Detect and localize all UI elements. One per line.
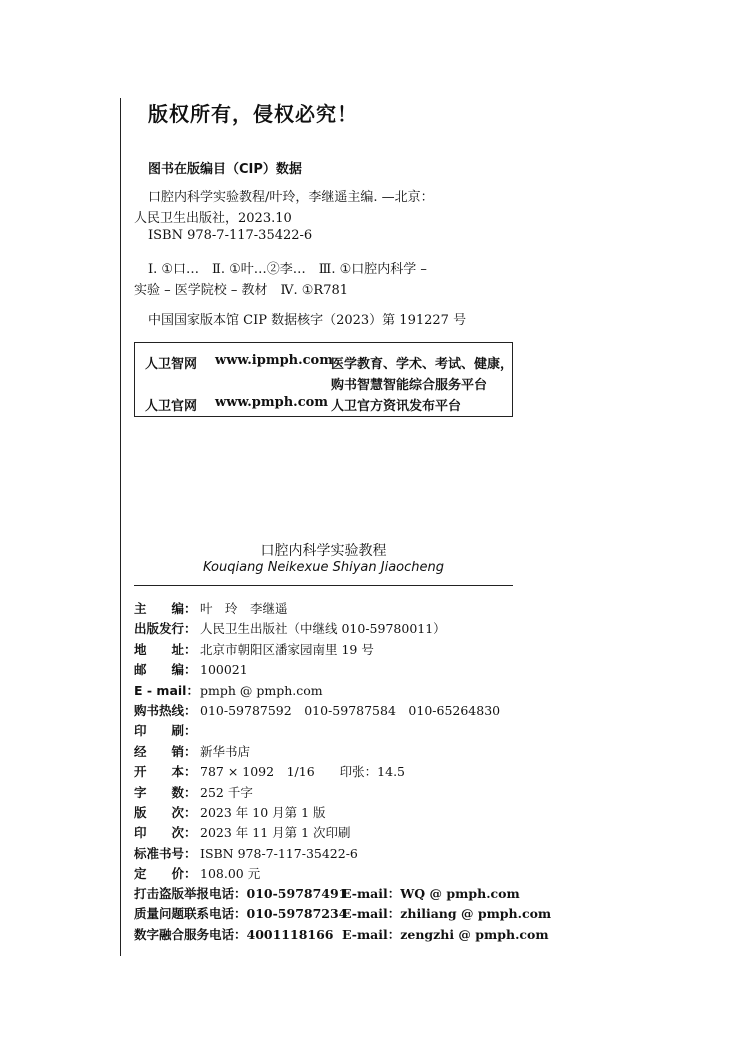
website-url[interactable]: www.pmph.com: [215, 395, 329, 410]
info-value: pmph @ pmph.com: [200, 682, 323, 698]
contact-phone: 010-59787491: [246, 886, 348, 901]
book-pinyin: Kouqiang Neikexue Shiyan Jiaocheng: [202, 560, 444, 575]
info-label: 字 数：: [134, 784, 197, 800]
book-title: 口腔内科学实验教程: [260, 543, 387, 559]
info-label: 购书热线：: [134, 703, 197, 718]
info-label: 版 次：: [134, 805, 197, 820]
website-desc: 医学教育、学术、考试、健康，: [331, 357, 514, 372]
info-value: 叶 玲 李继遥: [200, 601, 288, 616]
copyright-notice: 版权所有，侵权必究！: [148, 102, 358, 126]
info-label: E - mail：: [134, 682, 199, 698]
cip-title: 图书在版编目（CIP）数据: [148, 162, 302, 177]
left-margin-rule: [120, 98, 121, 956]
info-row: [134, 803, 326, 821]
info-value: 100021: [200, 662, 248, 678]
info-row: [134, 844, 358, 862]
info-label: 出版发行：: [134, 621, 197, 637]
cip-number: 中国国家版本馆 CIP 数据核字（2023）第 191227 号: [148, 313, 467, 328]
info-label: 地 址：: [134, 641, 197, 657]
info-label: 经 销：: [134, 743, 197, 759]
website-name: 人卫智网: [145, 357, 198, 372]
info-value: 108.00 元: [200, 866, 261, 882]
website-name: 人卫官网: [145, 399, 198, 414]
info-row: [134, 640, 374, 658]
website-row: [145, 395, 197, 414]
contact-label: 打击盗版举报电话：: [134, 886, 247, 901]
info-row: [134, 762, 405, 780]
website-url[interactable]: www.ipmph.com: [215, 353, 333, 368]
websites-box: [134, 342, 513, 417]
info-label: 印 次：: [134, 825, 197, 841]
website-desc: 购书智慧智能综合服务平台: [331, 378, 488, 393]
info-row: [134, 742, 250, 760]
info-row: [134, 599, 288, 617]
contact-phone: 010-59787234: [246, 906, 348, 922]
cip-line: ISBN 978-7-117-35422-6: [148, 228, 313, 243]
info-row: [134, 660, 248, 678]
contact-label: 数字融合服务电话：: [134, 926, 247, 942]
info-row: [134, 619, 446, 637]
info-row: [134, 864, 260, 882]
info-label: 邮 编：: [134, 662, 197, 678]
info-label: 定 价：: [134, 866, 197, 882]
cip-line: 口腔内科学实验教程/叶玲，李继遥主编. —北京：: [148, 190, 434, 205]
info-value: 北京市朝阳区潘家园南里 19 号: [200, 641, 374, 657]
info-row: [134, 701, 500, 719]
info-value: 010-59787592 010-59787584 010-65264830: [200, 703, 501, 718]
info-row: [134, 681, 323, 699]
cip-line: Ⅰ. ①口… Ⅱ. ①叶…②李… Ⅲ. ①口腔内科学 –: [148, 262, 427, 277]
info-row: [134, 823, 351, 841]
info-value: 2023 年 11 月第 1 次印刷: [200, 825, 351, 841]
contact-phone: 4001118166: [246, 926, 334, 942]
contact-label: 质量问题联系电话：: [134, 906, 247, 922]
contact-email[interactable]: E-mail：zhiliang @ pmph.com: [342, 906, 552, 922]
title-rule: [134, 585, 513, 586]
info-value: 人民卫生出版社（中继线 010-59780011）: [200, 621, 446, 637]
info-value: ISBN 978-7-117-35422-6: [200, 845, 358, 861]
cip-line: 人民卫生出版社，2023.10: [134, 211, 292, 226]
contact-row: [134, 884, 520, 902]
info-label: 标准书号：: [134, 845, 197, 861]
info-label: 印 刷：: [134, 723, 197, 739]
info-value: 2023 年 10 月第 1 版: [200, 805, 326, 820]
cip-line: 实验 – 医学院校 – 教材 Ⅳ. ①R781: [134, 283, 349, 298]
info-label: 开 本：: [134, 764, 197, 780]
contact-row: [134, 904, 552, 922]
contact-email[interactable]: E-mail：zengzhi @ pmph.com: [342, 926, 549, 942]
info-value: 新华书店: [200, 743, 251, 759]
info-row: [134, 783, 253, 801]
contact-email[interactable]: E-mail：WQ @ pmph.com: [342, 886, 520, 901]
website-desc: 人卫官方资讯发布平台: [331, 399, 462, 414]
info-value: 252 千字: [200, 784, 253, 800]
contact-row: [134, 925, 549, 943]
info-value: 787 × 1092 1/16 印张：14.5: [200, 764, 405, 780]
info-row: [134, 721, 200, 739]
info-label: 主 编：: [134, 601, 197, 616]
website-row: [145, 353, 197, 372]
